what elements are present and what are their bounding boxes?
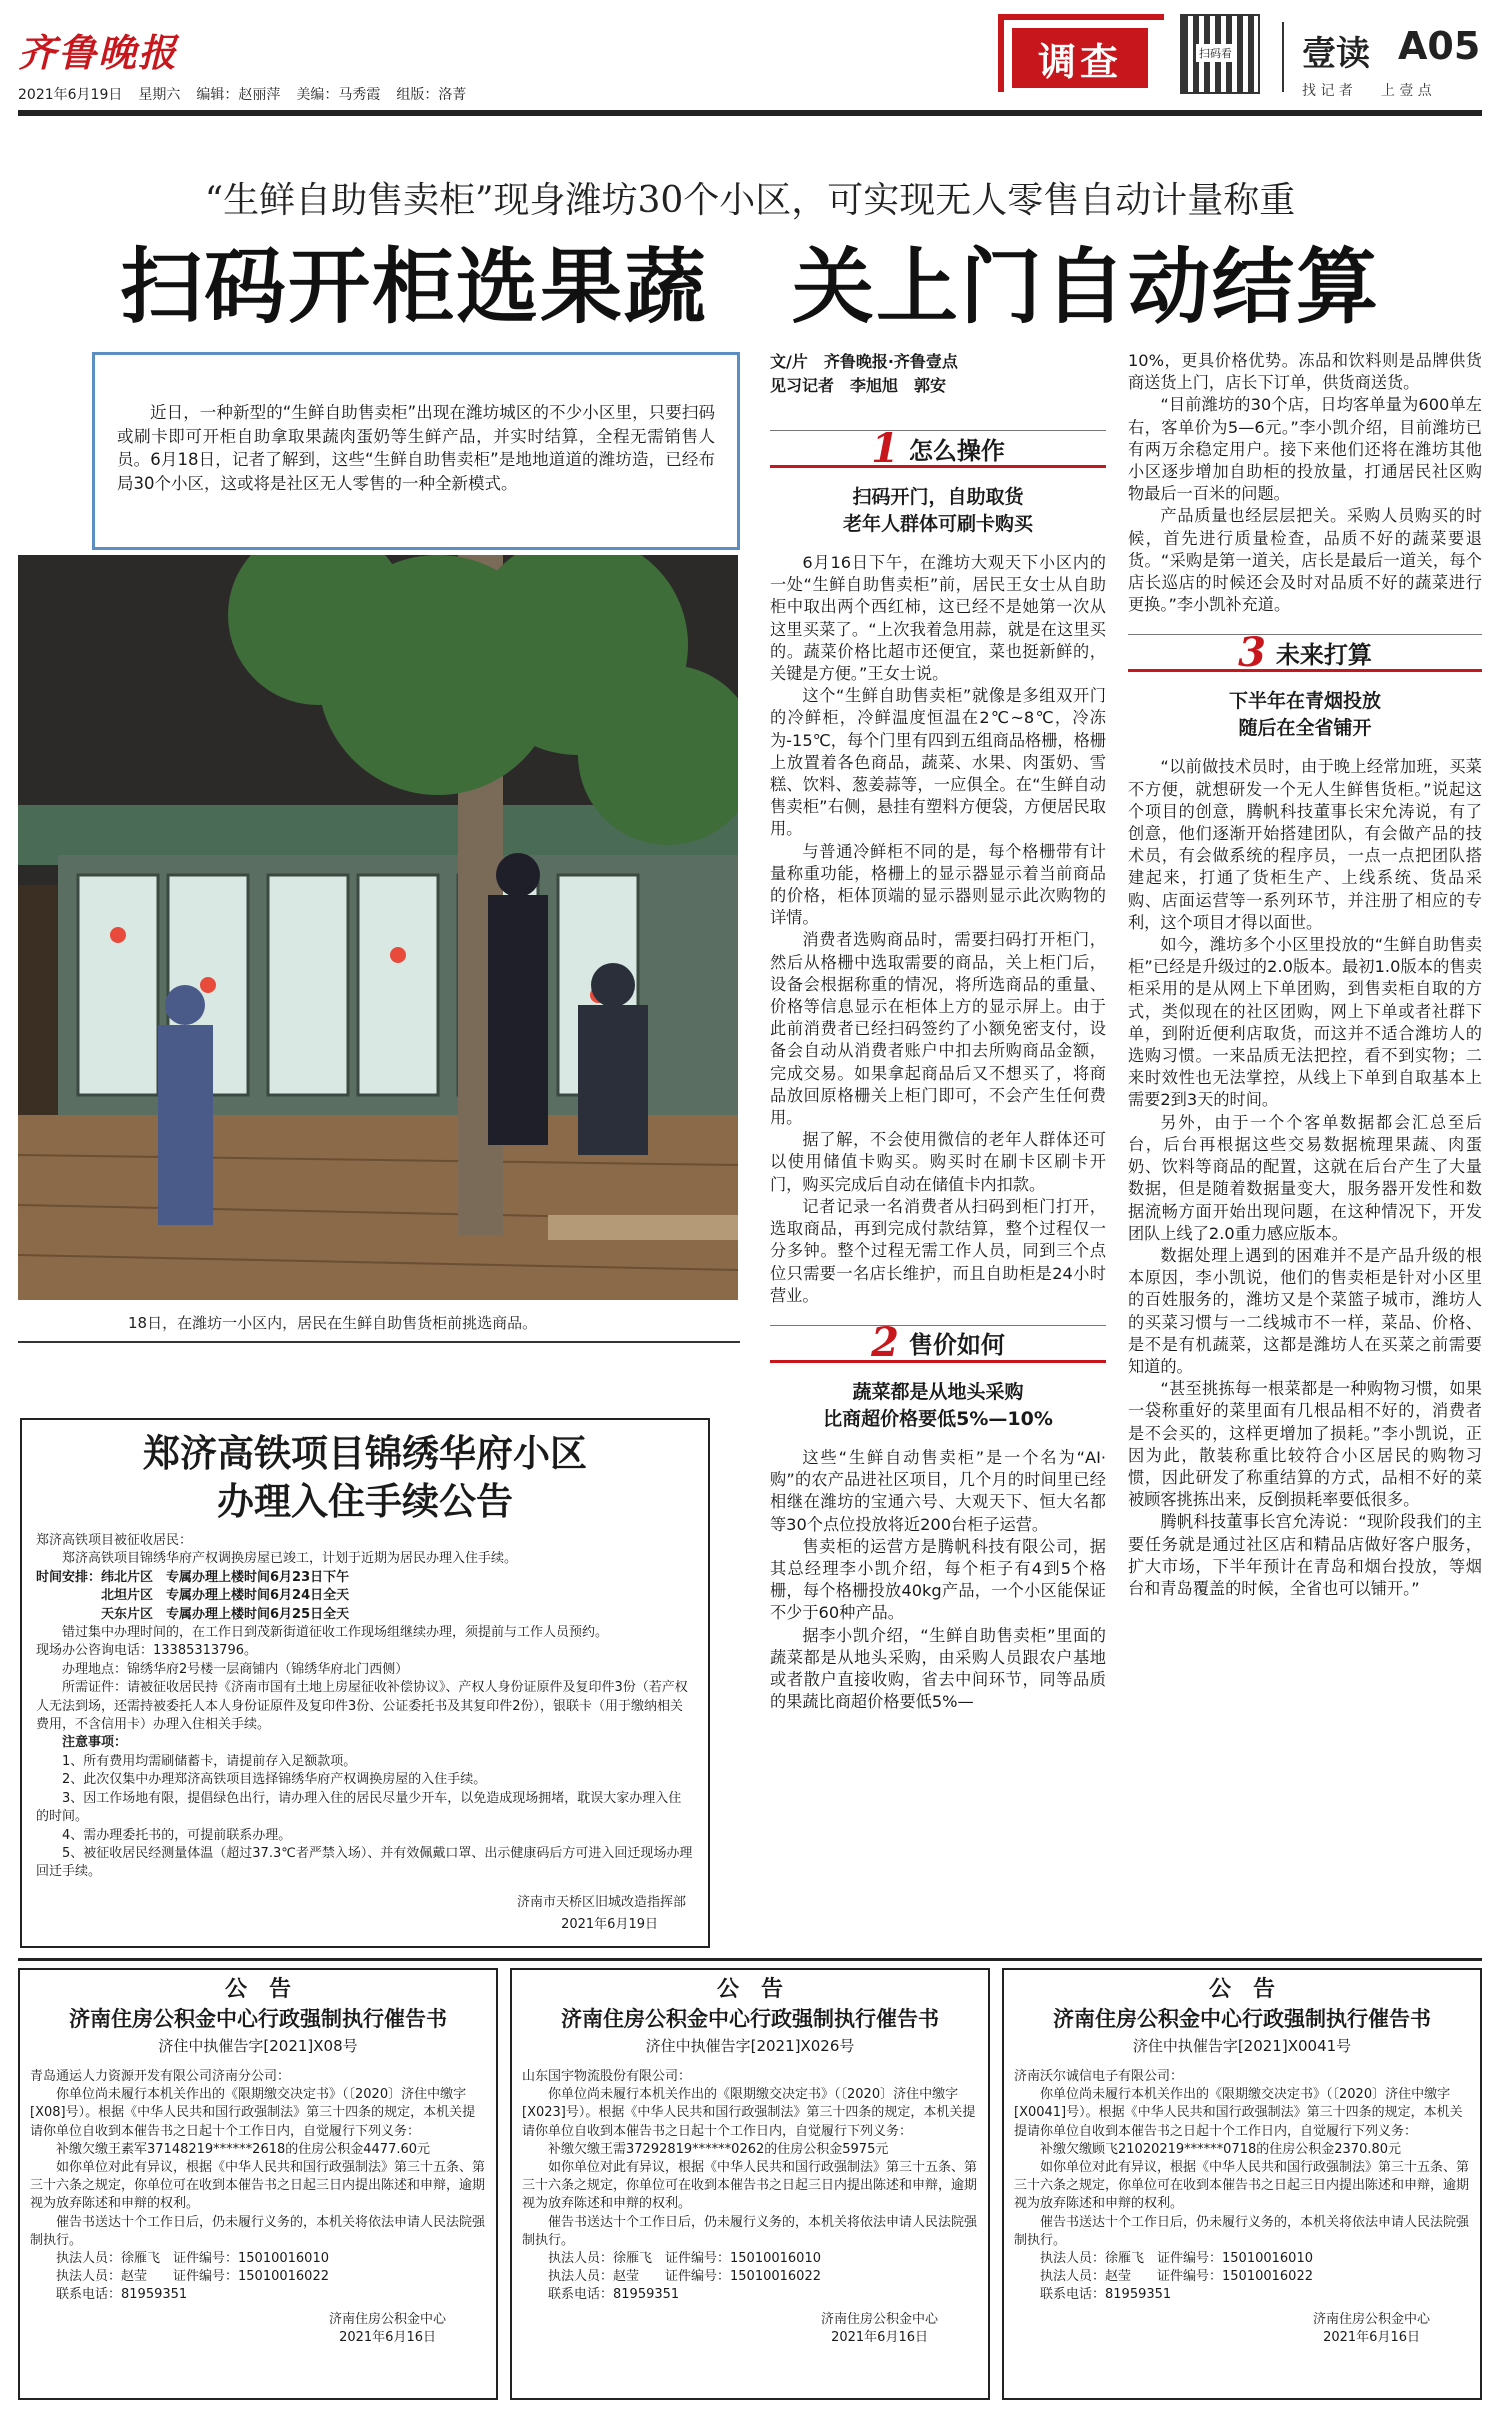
designer-credit: 美编：马秀霞 [296,87,381,103]
notice-date: 2021年6月16日 [831,2329,928,2345]
notice-line: 执法人员：徐雁飞 证件编号：15010016010 [30,2251,329,2267]
notice-line: 如你单位对此有异议，根据《中华人民共和国行政强制法》第三十五条、第三十六条之规定，你单位可在收到本催告书之日起三日内提出陈述和申辩，逾期视为放弃陈述和申辩的权利。 [522,2160,978,2212]
notice-line: 4、需办理委托书的，可提前联系办理。 [36,1827,292,1843]
notice-heading: 济南住房公积金中心行政强制执行催告书 [561,2007,939,2031]
paragraph: 据了解，不会使用微信的老年人群体还可以使用储值卡购买。购买时在刷卡区刷卡开门，购买完成后自动在储值卡内扣款。 [770,1130,1106,1194]
notice-line: 天东片区 专属办理上楼时间6月25日全天 [36,1606,350,1622]
photo-caption: 18日，在潍坊一小区内，居民在生鲜自助售货柜前挑选商品。 [128,1314,538,1332]
paragraph: 产品质量也经层层把关。采购人员购买的时候，首先进行质量检查，品质不好的蔬菜要退货。“采购是第一道关，店长是最后一道关，每个店长巡店的时候还会及时对品质不好的蔬菜进行更换。”李小凯补充道。 [1128,506,1482,615]
notice-signature: 济南住房公积金中心 [820,2311,938,2327]
notice-line: 5、被征收居民经测量体温（超过37.3℃者严禁入场）、并有效佩戴口罩、出示健康码后方可进入回迁现场办理回迁手续。 [36,1845,693,1880]
enforcement-notice-2 [510,1968,990,2400]
photo-illustration [18,555,738,1300]
notice-line: 补缴欠缴王需37292819******0262的住房公积金5975元 [522,2141,889,2157]
notice-line: 联系电话：81959351 [1014,2287,1172,2303]
notice-heading: 济南住房公积金中心行政强制执行催告书 [69,2007,447,2031]
qr-label: 扫码看 [1196,44,1235,62]
section-2-subhead-2: 比商超价格要低5%—10% [823,1407,1053,1430]
notice-header: 公 告 [224,1977,291,2002]
page-number: A05 [1398,24,1481,68]
notice-line: 郑济高铁项目锦绣华府产权调换房屋已竣工，计划于近期为居民办理入住手续。 [36,1551,518,1567]
notice-line: 郑济高铁项目被征收居民： [36,1533,193,1548]
notice-line: 补缴欠缴顾飞21020219******0718的住房公积金2370.80元 [1014,2141,1402,2157]
notice-line: 你单位尚未履行本机关作出的《限期缴交决定书》（〔2020〕济住中缴字[X023]号）。根据《中华人民共和国行政强制法》第三十四条的规定，本机关提请你单位自收到本催告书之日起十个工作日内，自觉履行下列义务： [522,2087,976,2139]
byline [770,350,958,398]
paragraph: 如今，潍坊多个小区里投放的“生鲜自助售卖柜”已经是升级过的2.0版本。最初1.0版本的售卖柜采用的是从网上下单团购，到售卖柜自取的方式，类似现在的社区团购，网上下单或者社群下单，到附近便利店取货，而这并不适合潍坊人的选购习惯。一来品质无法把控，看不到实物；二来时效性也无法掌控，从线上下单到自取基本上需要2到3天的时间。 [1128,935,1482,1110]
reporter-line: 找 记 者 上 壹 点 [1302,83,1432,99]
notice-line: 催告书送达十个工作日后，仍未履行义务的，本机关将依法申请人民法院强制执行。 [1014,2214,1470,2248]
notice-line: 执法人员：赵莹 证件编号：15010016022 [1014,2269,1313,2285]
paragraph: 与普通冷鲜柜不同的是，每个格栅带有计量称重功能，格栅上的显示器显示着当前商品的价格，柜体顶端的显示器则显示此次购物的详情。 [770,841,1106,928]
section-1-title: 怎么操作 [908,435,1005,465]
section-3-header [1128,628,1482,676]
paragraph: 据李小凯介绍，“生鲜自助售卖柜”里面的蔬菜都是从地头采购，由采购人员跟农户基地或者散户直接收购，省去中间环节，同等品质的果蔬比商超价格要低5%— [770,1625,1106,1712]
notice-line: 时间安排：纬北片区 专属办理上楼时间6月23日下午 [36,1569,350,1585]
notice-body [36,1532,694,1882]
section-1-header [770,424,1106,472]
notice-line: 催告书送达十个工作日后，仍未履行义务的，本机关将依法申请人民法院强制执行。 [522,2214,978,2248]
notice-date: 2021年6月19日 [561,1917,658,1932]
paragraph: 消费者选购商品时，需要扫码打开柜门，然后从格栅中选取需要的商品，关上柜门后，设备会根据称重的情况，将所选商品的重量、价格等信息显示在柜体上方的显示屏上。由于此前消费者已经扫码签约了小额免密支付，设备会自动从消费者账户中扣去所购商品金额，完成交易。如果拿起商品后又不想买了，将商品放回原格栅关上柜门即可，不会产生任何费用。 [770,930,1106,1128]
article-column-3 [1128,350,1482,1600]
section-3-subhead-1: 下半年在青烟投放 [1228,690,1381,713]
notice-line: 你单位尚未履行本机关作出的《限期缴交决定书》（〔2020〕济住中缴字[X08]号）。根据《中华人民共和国行政强制法》第三十四条的规定，本机关提请你单位自收到本催告书之日起十个工作日内，自觉履行下列义务： [30,2087,476,2139]
dateline-row [18,84,466,104]
notice-line: 北坦片区 专属办理上楼时间6月24日全天 [36,1588,350,1604]
section-2-subhead-1: 蔬菜都是从地头采购 [852,1380,1024,1403]
paragraph: 这个“生鲜自助售卖柜”就像是多组双开门的冷鲜柜，冷鲜温度恒温在2℃~8℃，冷冻为-15℃，每个门里有四到五组商品格栅，格栅上放置着各色商品，蔬菜、水果、肉蛋奶、雪糕、饮料、葱姜蒜等，一应俱全。在“生鲜自动售卖柜”右侧，悬挂有塑料方便袋，方便居民取用。 [770,686,1106,839]
notice-title-1: 郑济高铁项目锦绣华府小区 [143,1432,587,1475]
paragraph: 10%，更具价格优势。冻品和饮料则是品牌供货商送货上门，店长下订单，供货商送货。 [1128,351,1482,393]
notice-line: 济南沃尔诚信电子有限公司： [1014,2069,1184,2084]
enforcement-notice-1 [18,1968,498,2400]
resettlement-notice [20,1418,710,1948]
section-1-subhead-1: 扫码开门，自助取货 [852,486,1024,508]
lead-text: 近日，一种新型的“生鲜自助售卖柜”出现在潍坊城区的不少小区里，只要扫码或刷卡即可开柜自助拿取果蔬肉蛋奶等生鲜产品，并实时结算，全程无需销售人员。6月18日，记者了解到，这些“生鲜自助售卖柜”是地地道道的潍坊造，已经布局30个小区，这或将是社区无人零售的一种全新模式。 [117,403,715,493]
notice-signature: 济南住房公积金中心 [1312,2311,1430,2327]
byline-source: 文/片 齐鲁晚报·齐鲁壹点 [770,352,958,371]
notice-date: 2021年6月16日 [339,2329,436,2345]
paragraph: 另外，由于一个个客单数据都会汇总至后台，后台再根据这些交易数据梳理果蔬、肉蛋奶、饮料等商品的配置，这就在后台产生了大量数据，但是随着数据量变大，服务器开发性和数据流畅方面开始出现问题，在这种情况下，开发团队上线了2.0重力感应版本。 [1128,1112,1482,1243]
notice-line: 联系电话：81959351 [30,2287,188,2303]
paragraph: “甚至挑拣每一根菜都是一种购物习惯，如果一袋称重好的菜里面有几根品相不好的，消费者是不会买的，这样更增加了损耗。”李小凯说，正因为此，散装称重比较符合小区居民的购物习惯，因此研发了称重结算的方式，品相不好的菜被顾客挑拣出来，反倒损耗率要低很多。 [1128,1379,1482,1510]
paragraph: 记者记录一名消费者从扫码到柜门打开，选取商品，再到完成付款结算，整个过程仅一分多钟。整个过程无需工作人员，同到三个点位只需要一名店长维护，而且自助柜是24小时营业。 [770,1196,1106,1305]
section-3-title: 未来打算 [1275,639,1372,669]
editor-credit: 编辑：赵丽萍 [196,87,281,103]
paragraph: “目前潍坊的30个店，日均客单量为600单左右，客单价为5—6元。”李小凯介绍，目前潍坊已有两万余稳定用户。接下来他们还将在潍坊其他小区逐步增加自助柜的投放量，打通居民社区购物最后一百米的问题。 [1128,395,1482,504]
notice-line: 催告书送达十个工作日后，仍未履行义务的，本机关将依法申请人民法院强制执行。 [30,2214,486,2248]
notice-line: 执法人员：赵莹 证件编号：15010016022 [522,2269,821,2285]
notice-line: 1、所有费用均需刷储蓄卡，请提前存入足额款项。 [36,1753,357,1769]
notice-line: 补缴欠缴王素军37148219******2618的住房公积金4477.60元 [30,2141,431,2157]
section-2-number: 2 [871,1319,899,1367]
paragraph: 腾帆科技董事长宫允涛说：“现阶段我们的主要任务就是通过社区店和精品店做好客户服务，扩大市场，下半年预计在青岛和烟台投放，等烟台和青岛覆盖的时候，全省也可以铺开。” [1128,1512,1482,1598]
photo-rule [18,1341,740,1343]
notice-signature: 济南住房公积金中心 [328,2311,446,2327]
notice-line: 你单位尚未履行本机关作出的《限期缴交决定书》（〔2020〕济住中缴字[X0041]号）。根据《中华人民共和国行政强制法》第三十四条的规定，本机关提请你单位自收到本催告书之日起十个工作日内，自觉履行下列义务： [1014,2087,1463,2139]
notice-line: 如你单位对此有异议，根据《中华人民共和国行政强制法》第三十五条、第三十六条之规定，你单位可在收到本催告书之日起三日内提出陈述和申辩，逾期视为放弃陈述和申辩的权利。 [30,2160,486,2212]
notice-line: 2、此次仅集中办理郑济高铁项目选择锦绣华府产权调换房屋的入住手续。 [36,1772,487,1788]
notice-signature: 济南市天桥区旧城改造指挥部 [516,1895,686,1910]
notice-header: 公 告 [1208,1977,1275,2002]
paragraph: “以前做技术员时，由于晚上经常加班，买菜不方便，就想研发一个无人生鲜售货柜。”说起这个项目的创意，腾帆科技董事长宋允涛说，有了创意，他们逐渐开始搭建团队，有会做产品的技术员，有会做系统的程序员，一点一点把团队搭建起来，打通了货柜生产、上线系统、货品采购、店面运营等一系列环节，并注册了相应的专利，这个项目才得以面世。 [1128,757,1482,932]
section-1-number: 1 [871,424,899,472]
notice-line: 如你单位对此有异议，根据《中华人民共和国行政强制法》第三十五条、第三十六条之规定，你单位可在收到本催告书之日起三日内提出陈述和申辩，逾期视为放弃陈述和申辩的权利。 [1014,2160,1470,2212]
issue-date: 2021年6月19日 [18,87,123,103]
layout-credit: 组版：洛菁 [396,87,467,103]
paragraph: 6月16日下午，在潍坊大观天下小区内的一处“生鲜自助售卖柜”前，居民王女士从自助柜中取出两个西红柿，这已经不是她第一次从这里买菜了。“上次我着急用蒜，就是在这里买的。蔬菜价格比超市还便宜，菜也挺新鲜的，关键是方便。”王女士说。 [770,553,1106,684]
masthead-divider [1282,22,1284,92]
enforcement-notice-3 [1002,1968,1482,2400]
notice-docno: 济住中执催告字[2021]X026号 [645,2037,855,2055]
notice-line: 联系电话：81959351 [522,2287,680,2303]
section-3-number: 3 [1238,628,1266,676]
notice-heading: 济南住房公积金中心行政强制执行催告书 [1053,2007,1431,2031]
edition-name: 壹读 [1302,34,1370,74]
section-tag: 调查 [1012,28,1148,88]
section-1-subhead-2: 老年人群体可刷卡购买 [842,513,1033,535]
notice-line: 执法人员：徐雁飞 证件编号：15010016010 [522,2251,821,2267]
paragraph: 这些“生鲜自动售卖柜”是一个名为“AI·购”的农产品进社区项目，几个月的时间里已经相继在潍坊的宝通六号、大观天下、恒大名都等30个点位投放将近200台柜子运营。 [770,1447,1106,1534]
notice-line: 错过集中办理时间的，在工作日到茂新街道征收工作现场组继续办理，须提前与工作人员预约。 [36,1625,609,1641]
notice-line: 注意事项： [36,1735,128,1751]
section-2-title: 售价如何 [908,1330,1005,1360]
paragraph: 售卖柜的运营方是腾帆科技有限公司，据其总经理李小凯介绍，每个柜子有4到5个格栅，每个格栅投放40kg产品，一个小区能保证不少于60种产品。 [770,1536,1106,1623]
section-3-subhead-2: 随后在全省铺开 [1238,717,1372,740]
notice-line: 办理地点：锦绣华府2号楼一层商铺内（锦绣华府北门西侧） [36,1661,409,1677]
notice-header: 公 告 [716,1977,783,2002]
weekday: 星期六 [138,87,181,103]
article-column-2 [770,424,1106,1713]
masthead-rule [18,110,1482,116]
notice-date: 2021年6月16日 [1323,2329,1420,2345]
notice-docno: 济住中执催告字[2021]X0041号 [1132,2037,1352,2055]
newspaper-logo: 齐鲁晚报 [18,30,179,75]
section-2-header [770,1319,1106,1367]
lead-box [92,352,740,550]
paragraph: 数据处理上遇到的困难并不是产品升级的根本原因，李小凯说，他们的售卖柜是针对小区里的百姓服务的，潍坊又是个菜篮子城市，潍坊人的买菜习惯与一二线城市不一样，菜品、价格、是不是有机蔬菜，这都是潍坊人在买菜之前需要知道的。 [1128,1245,1482,1376]
byline-reporters: 见习记者 李旭旭 郭安 [770,376,947,395]
notice-title-2: 办理入住手续公告 [217,1480,513,1523]
notice-docno: 济住中执催告字[2021]X08号 [158,2037,358,2055]
notice-line: 执法人员：徐雁飞 证件编号：15010016010 [1014,2251,1313,2267]
notice-line: 3、因工作场地有限，提倡绿色出行，请办理入住的居民尽量少开车，以免造成现场拥堵，耽误大家办理入住的时间。 [36,1790,682,1825]
news-photo [18,555,738,1300]
article-kicker: “生鲜自助售卖柜”现身潍坊30个小区，可实现无人零售自动计量称重 [204,180,1296,221]
notice-line: 现场办公咨询电话：13385313796。 [36,1643,257,1659]
bottom-rule [18,1958,1482,1961]
notice-line: 山东国宇物流股份有限公司： [522,2069,692,2084]
notice-line: 执法人员：赵莹 证件编号：15010016022 [30,2269,329,2285]
notice-line: 所需证件：请被征收居民持《济南市国有土地上房屋征收补偿协议》、产权人身份证原件及复印件3份（若产权人无法到场，还需持被委托人本人身份证原件及复印件3份、公证委托书及其复印件2份），银联卡（用于缴纳相关费用，不含信用卡）办理入住相关手续。 [36,1680,688,1733]
article-headline: 扫码开柜选果蔬 关上门自动结算 [119,240,1380,335]
notice-line: 青岛通运人力资源开发有限公司济南分公司： [30,2069,291,2084]
